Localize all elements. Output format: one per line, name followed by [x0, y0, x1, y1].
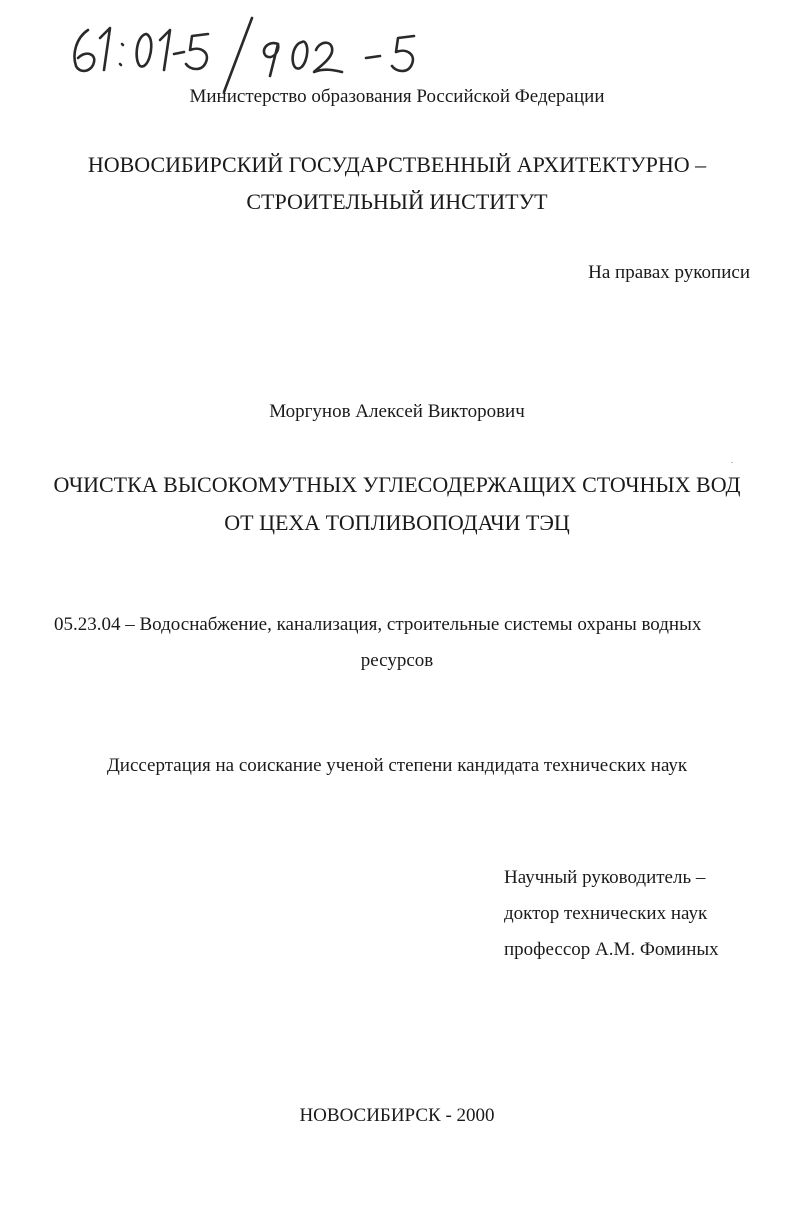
author-name: Моргунов Алексей Викторович	[269, 401, 525, 422]
specialty-line2: ресурсов	[360, 650, 434, 671]
dissertation-title-line2: ОТ ЦЕХА ТОПЛИВОПОДАЧИ ТЭЦ	[224, 510, 570, 535]
specialty-line1: 05.23.04 – Водоснабжение, канализация, строительные системы охраны водных	[54, 614, 702, 635]
supervisor-degree: доктор технических наук	[504, 903, 708, 924]
scan-speck	[731, 462, 733, 463]
city-year: НОВОСИБИРСК - 2000	[299, 1105, 495, 1126]
supervisor-role: Научный руководитель –	[504, 867, 706, 888]
ministry-name: Министерство образования Российской Федерации	[189, 86, 605, 107]
svg-text:61: 01-5/902-5: 61: 01-5/902-5	[66, 14, 72, 15]
supervisor-block	[504, 860, 719, 968]
dissertation-title-line1: ОЧИСТКА ВЫСОКОМУТНЫХ УГЛЕСОДЕРЖАЩИХ СТОЧНЫХ ВОД	[53, 472, 741, 497]
supervisor-name: профессор А.М. Фоминых	[504, 939, 719, 960]
handwritten-catalog-code	[66, 14, 436, 94]
institute-name-line2: СТРОИТЕЛЬНЫЙ ИНСТИТУТ	[246, 189, 548, 214]
dissertation-degree: Диссертация на соискание ученой степени кандидата технических наук	[106, 755, 688, 776]
institute-name-line1: НОВОСИБИРСКИЙ ГОСУДАРСТВЕННЫЙ АРХИТЕКТУРНО –	[87, 152, 707, 177]
rights-note: На правах рукописи	[588, 262, 750, 283]
